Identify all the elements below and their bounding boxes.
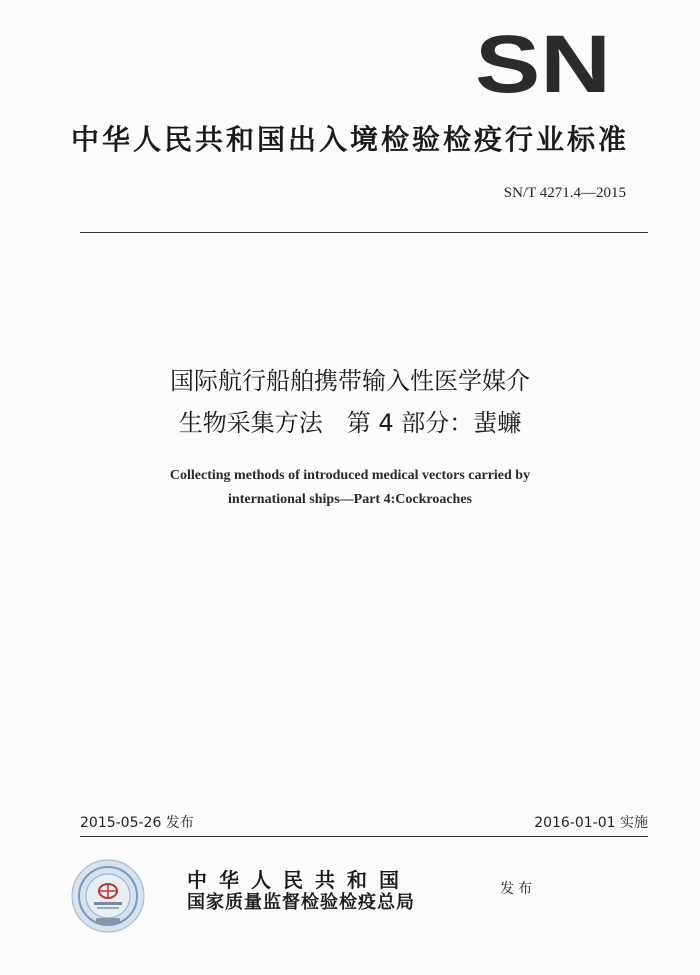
anti-counterfeit-seal (70, 858, 146, 934)
title-en-line1: Collecting methods of introduced medical vectors carried by (169, 468, 531, 483)
publisher-agency: 国家质量监督检验检疫总局 (187, 892, 415, 913)
bottom-divider (80, 836, 648, 837)
top-divider (80, 232, 648, 233)
title-en-line2: international ships—Part 4:Cockroaches (228, 492, 472, 507)
standard-code: SN/T 4271.4—2015 (503, 185, 626, 201)
publisher-country: 中华人民共和国 (187, 868, 411, 892)
sn-logo-text: SN (475, 30, 611, 96)
implementation-date: 2016-01-01 实施 (534, 815, 648, 831)
title-zh-line1: 国际航行船舶携带输入性医学媒介 (170, 367, 530, 395)
sn-logo (473, 30, 613, 96)
title-zh-line2: 生物采集方法 第 4 部分：蜚蠊 (178, 409, 522, 437)
org-title: 中华人民共和国出入境检验检疫行业标准 (70, 123, 629, 156)
publisher-verb: 发布 (500, 881, 536, 897)
sn-logo-icon (473, 30, 613, 96)
issue-date: 2015-05-26 发布 (80, 815, 194, 831)
anti-counterfeit-seal-icon (70, 858, 146, 934)
